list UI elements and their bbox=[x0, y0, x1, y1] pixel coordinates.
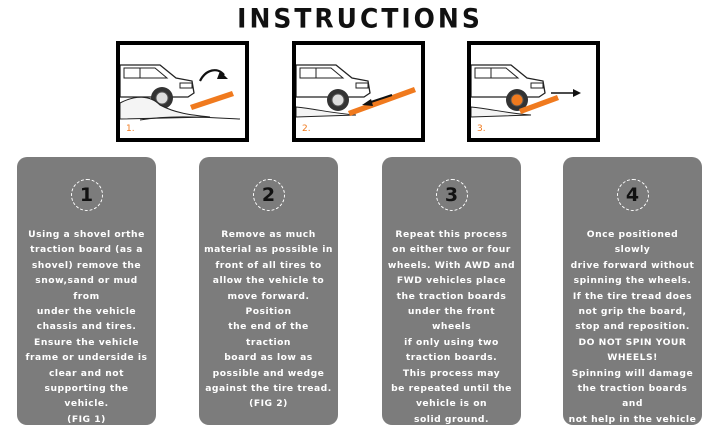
figure-3-label: 3. bbox=[477, 124, 486, 134]
step-card-4 bbox=[563, 157, 702, 441]
figure-2 bbox=[292, 41, 425, 142]
step-card-1 bbox=[17, 157, 156, 425]
step-description: Using a shovel orthe traction board (as a shovel) remove the snow,sand or mud from under the vehicle chassis and tires. Ensure the vehicle frame or underside is clear and not supporting the vehicle. (FIG 1) bbox=[25, 229, 148, 425]
step-description: Repeat this process on either two or four wheels. With AWD and FWD vehicles place the traction boards under the front wheels if only using two traction boards. This process may be repeated until the vehicle is on solid ground. bbox=[387, 229, 516, 425]
step-description: Remove as much material as possible in front of all tires to allow the vehicle to move forward. Position the end of the traction board as low as possible and wedge against the tire tread. (FIG 2) bbox=[204, 229, 333, 410]
figure-3 bbox=[467, 41, 600, 142]
figure-2-illustration bbox=[296, 45, 421, 138]
step-card-3 bbox=[382, 157, 521, 425]
figure-1-illustration bbox=[120, 45, 245, 138]
step-description: Once positioned slowly drive forward without spinning the wheels. If the tire tread does not grip the board, stop and reposition. DO NOT SPIN YOUR WHEELS! Spinning will damage the traction boards and not help in the vehicle recovery. (FIG 3) bbox=[568, 229, 697, 441]
figure-3-illustration bbox=[471, 45, 596, 138]
figure-1-label: 1. bbox=[126, 124, 135, 134]
figure-2-label: 2. bbox=[302, 124, 311, 134]
step-number-badge: 4 bbox=[617, 179, 649, 211]
step-number-badge: 2 bbox=[253, 179, 285, 211]
step-number-badge: 3 bbox=[436, 179, 468, 211]
step-number-badge: 1 bbox=[71, 179, 103, 211]
step-card-2 bbox=[199, 157, 338, 425]
figure-1 bbox=[116, 41, 249, 142]
page-title: INSTRUCTIONS bbox=[237, 3, 483, 34]
